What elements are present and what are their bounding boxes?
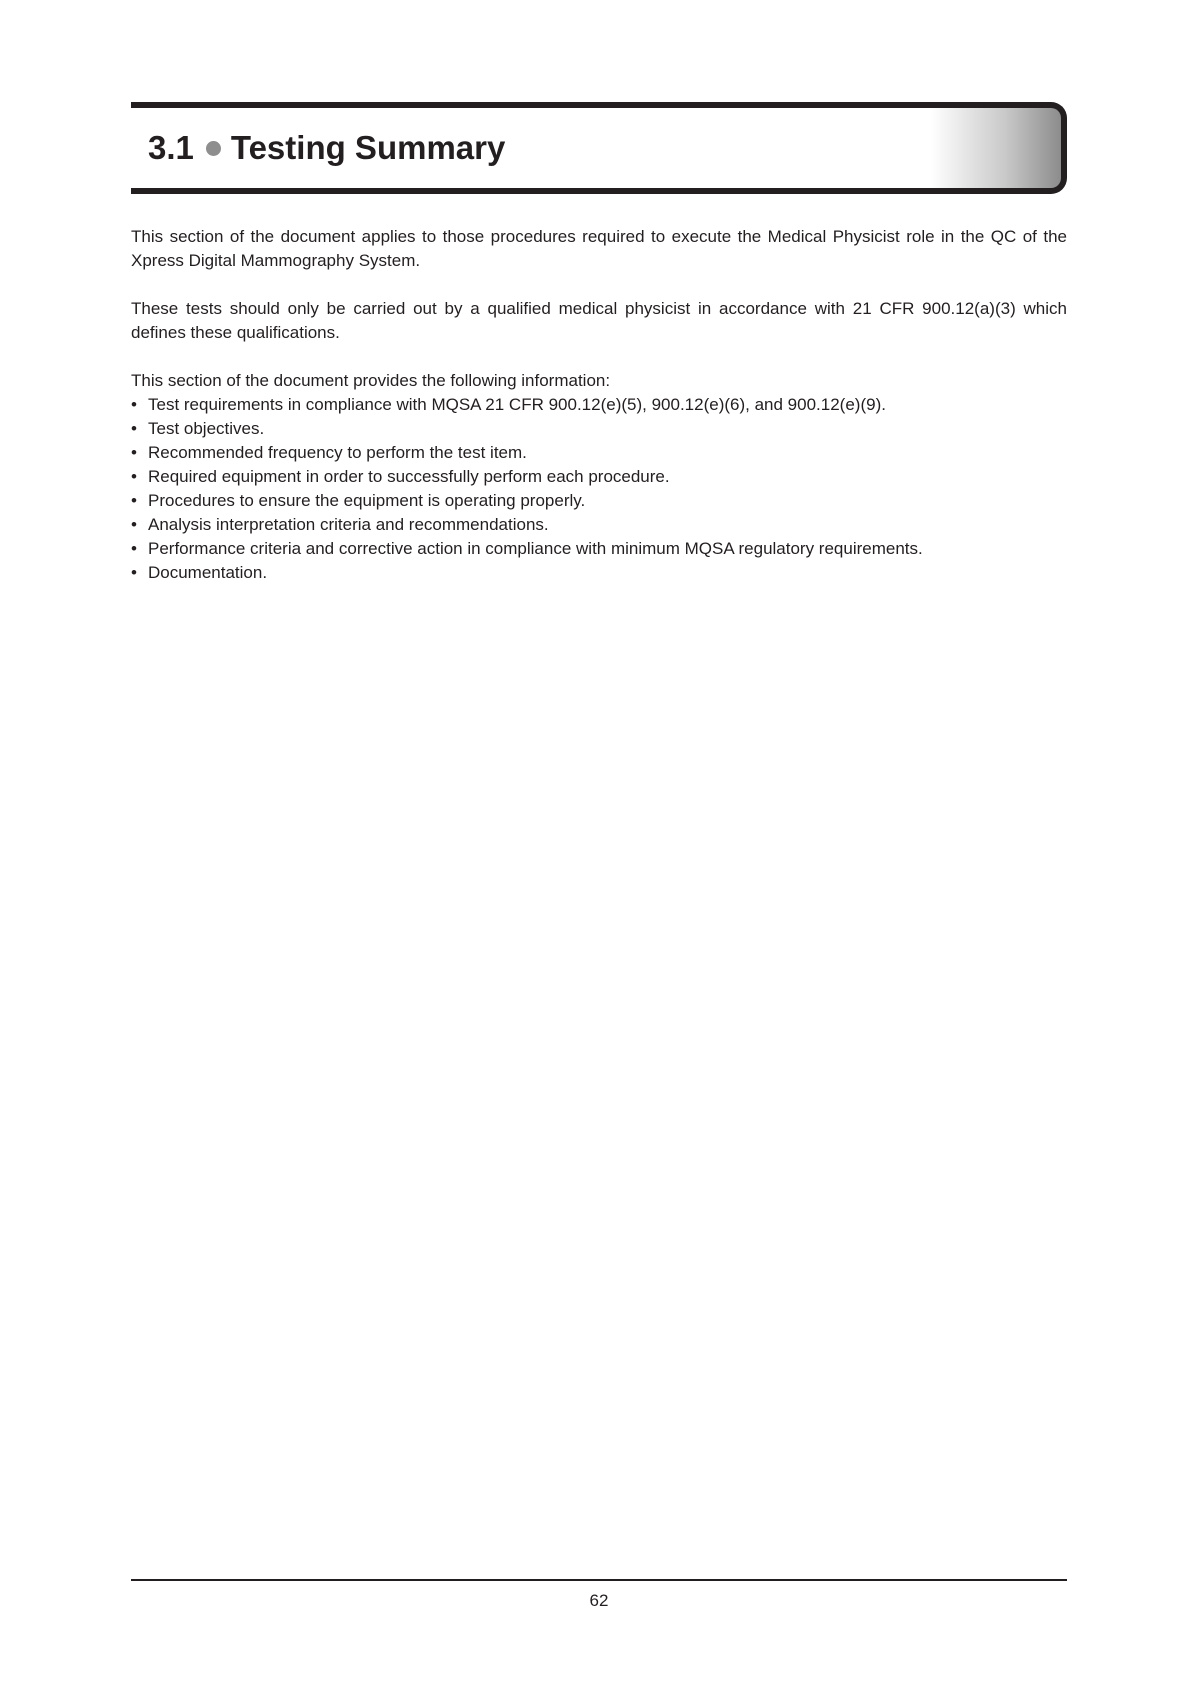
list-item-text: Analysis interpretation criteria and recommendations. <box>148 515 549 534</box>
list-item-text: Test objectives. <box>148 419 265 438</box>
list-item <box>131 537 1067 561</box>
bullet-icon: • <box>131 395 137 414</box>
list-item-text: Recommended frequency to perform the test item. <box>148 443 527 462</box>
list-item-text: Procedures to ensure the equipment is operating properly. <box>148 491 586 510</box>
bullet-icon: • <box>131 539 137 558</box>
list-item <box>131 489 1067 513</box>
bullet-icon: • <box>131 491 137 510</box>
list-item-text: Performance criteria and corrective action in compliance with minimum MQSA regulatory requirements. <box>148 539 923 558</box>
section-heading <box>148 128 505 168</box>
bullet-dot-icon <box>206 141 221 156</box>
paragraph-qualifications: These tests should only be carried out by a qualified medical physicist in accordance with 21 CFR 900.12(a)(3) which defines these qualifications. <box>131 299 1067 342</box>
list-item <box>131 417 1067 441</box>
document-body <box>131 225 1067 585</box>
list-item <box>131 441 1067 465</box>
list-item-text: Documentation. <box>148 563 268 582</box>
list-item-text: Required equipment in order to successfully perform each procedure. <box>148 467 670 486</box>
bullet-icon: • <box>131 419 137 438</box>
section-header <box>131 102 1067 194</box>
information-list <box>131 393 1067 585</box>
list-item <box>131 513 1067 537</box>
list-intro: This section of the document provides the following information: <box>131 371 611 390</box>
bullet-icon: • <box>131 563 137 582</box>
section-number: 3.1 <box>148 129 194 166</box>
list-item-text: Test requirements in compliance with MQSA 21 CFR 900.12(e)(5), 900.12(e)(6), and 900.12(e)(9). <box>148 395 886 414</box>
list-item <box>131 561 1067 585</box>
footer-divider <box>131 1579 1067 1581</box>
bullet-icon: • <box>131 443 137 462</box>
section-title: Testing Summary <box>230 129 506 166</box>
bullet-icon: • <box>131 515 137 534</box>
bullet-icon: • <box>131 467 137 486</box>
page-number: 62 <box>589 1591 609 1610</box>
paragraph-scope: This section of the document applies to those procedures required to execute the Medical Physicist role in the QC of the Xpress Digital Mammography System. <box>131 227 1067 270</box>
list-item <box>131 393 1067 417</box>
list-item <box>131 465 1067 489</box>
